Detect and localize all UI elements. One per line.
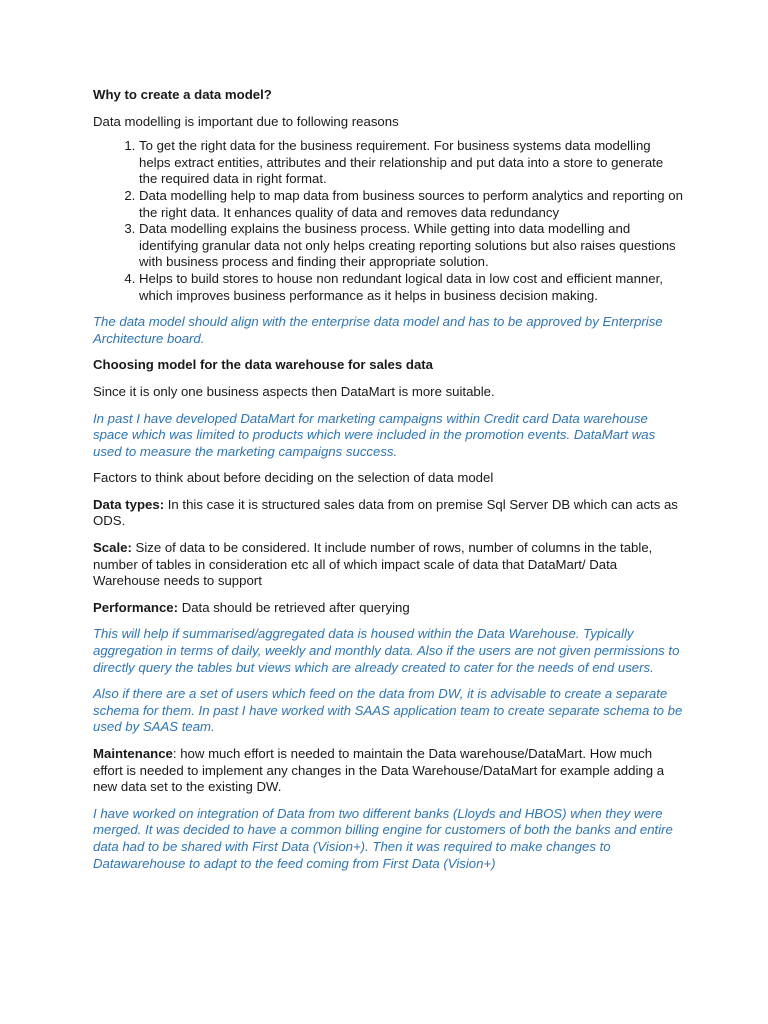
factor-text: : how much effort is needed to maintain the Data warehouse/DataMart. How much effort is needed to implement any changes in the Data Warehouse/DataMart for example adding a new data set to the existing DW. (93, 746, 665, 795)
note-summarised-data: This will help if summarised/aggregated data is housed within the Data Warehouse. Typically aggregation in terms of daily, weekly and monthly data. Also if the users are not given permissions to directly query the tables but views which are already created to cater for the needs of end users. (93, 626, 680, 675)
reason-item: 4. Helps to build stores to house non redundant logical data in low cost and efficient manner, which improves business performance as it helps in business decision making. (139, 271, 683, 304)
datamart-suitable-text: Since it is only one business aspects then DataMart is more suitable. (93, 383, 495, 399)
note-past-datamart: In past I have developed DataMart for marketing campaigns within Credit card Data warehouse space which was limited to products which were included in the promotion events. DataMart was used to measure the marketing campaigns success. (93, 410, 656, 459)
note-enterprise-model: The data model should align with the enterprise data model and has to be approved by Enterprise Architecture board. (93, 314, 663, 346)
heading-why-data-model: Why to create a data model? (93, 87, 272, 102)
note-separate-schema: Also if there are a set of users which feed on the data from DW, it is advisable to create a separate schema for them. In past I have worked with SAAS application team to create separate schema to be used by SAAS team. (93, 686, 683, 735)
factors-intro-text: Factors to think about before deciding on the selection of data model (93, 470, 494, 486)
document-body (93, 87, 683, 882)
factor-text: In this case it is structured sales data from on premise Sql Server DB which can acts as ODS. (93, 496, 678, 529)
factor-scale (93, 540, 683, 590)
factor-text: Data should be retrieved after querying (178, 599, 410, 615)
note-bank-integration: I have worked on integration of Data from two different banks (Lloyds and HBOS) when they were merged. It was decided to have a common billing engine for customers of both the banks and entire data had to be shared with First Data (Vision+). Then it was required to make changes to Datawarehouse to adapt to the feed coming from First Data (Vision+) (93, 805, 673, 871)
factor-label: Scale: (93, 540, 132, 556)
reason-item: 1. To get the right data for the business requirement. For business systems data modelling helps extract entities, attributes and their relationship and put data into a store to generate the required data in right format. (139, 138, 683, 188)
factor-text: Size of data to be considered. It include number of rows, number of columns in the table, number of tables in consideration etc all of which impact scale of data that DataMart/ Data Warehouse needs to support (93, 540, 653, 589)
reason-item: 2. Data modelling help to map data from business sources to perform analytics and reporting on the right data. It enhances quality of data and removes data redundancy (139, 188, 683, 221)
factor-label: Data types: (93, 496, 165, 512)
factor-performance (93, 600, 683, 617)
factor-data-types (93, 497, 683, 530)
heading-choosing-model: Choosing model for the data warehouse for sales data (93, 357, 434, 373)
factor-label: Performance: (93, 599, 179, 615)
reasons-list (93, 138, 683, 304)
reason-item: 3. Data modelling explains the business process. While getting into data modelling and identifying granular data not only helps creating reporting solutions but also raises questions with business process and finding their appropriate solution. (139, 221, 683, 271)
factor-label: Maintenance (93, 746, 173, 761)
intro-text: Data modelling is important due to following reasons (93, 113, 399, 129)
factor-maintenance (93, 746, 683, 796)
